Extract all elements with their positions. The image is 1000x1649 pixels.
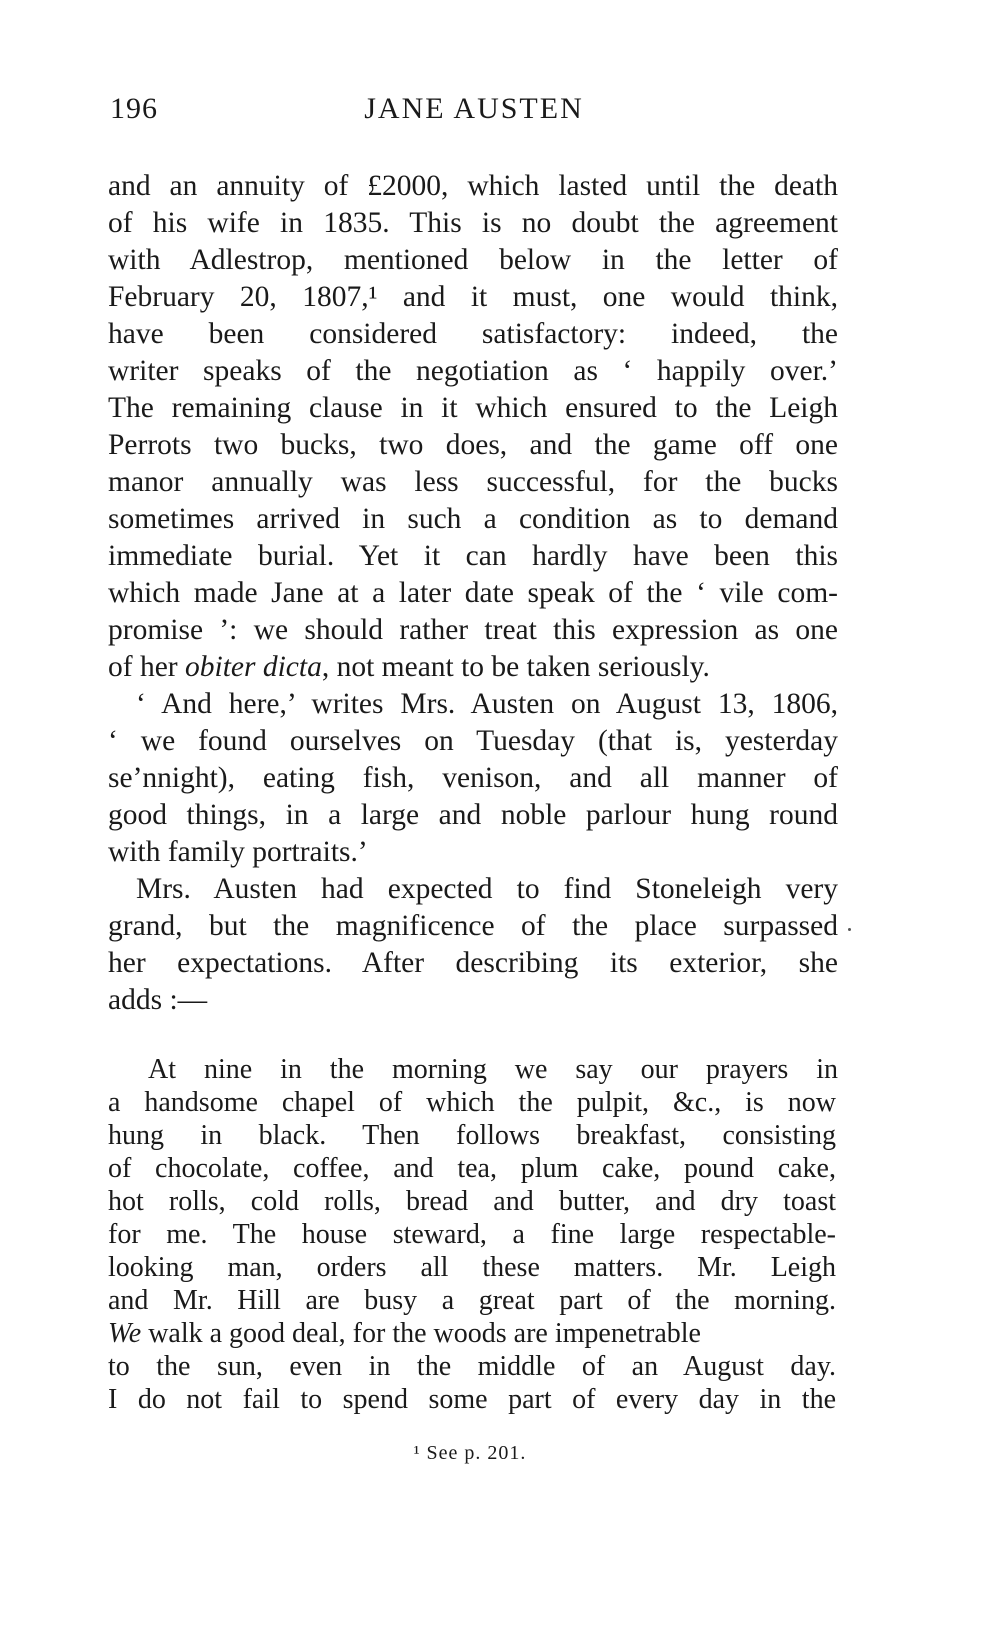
text-line: good things, in a large and noble parlour hung round (108, 799, 838, 831)
text-line: have been considered satisfactory: indeed, the (108, 318, 838, 350)
text-line: with family portraits.’ (108, 836, 368, 868)
footnote: ¹ See p. 201. (413, 1442, 527, 1464)
page-number: 196 (110, 92, 158, 125)
text-line: sometimes arrived in such a condition as to demand (108, 503, 838, 535)
text-line: her expectations. After describing its exterior, she (108, 947, 838, 979)
text-line: writer speaks of the negotiation as ‘ happily over.’ (108, 355, 838, 387)
text-line: ‘ And here,’ writes Mrs. Austen on August 13, 1806, (136, 688, 838, 720)
text-line: ‘ we found ourselves on Tuesday (that is, yesterday (108, 725, 838, 757)
text-run: walk a good deal, for the woods are impenetrable (141, 1318, 701, 1349)
text-line: manor annually was less successful, for the bucks (108, 466, 838, 498)
quote-line: I do not fail to spend some part of every day in the (108, 1384, 836, 1415)
text-run: of her (108, 651, 185, 683)
text-line: The remaining clause in it which ensured to the Leigh (108, 392, 838, 424)
text-line: Mrs. Austen had expected to find Stoneleigh very (136, 873, 838, 905)
quote-line: of chocolate, coffee, and tea, plum cake, pound cake, (108, 1153, 836, 1184)
quote-line: hot rolls, cold rolls, bread and butter, and dry toast (108, 1186, 836, 1217)
quote-line: At nine in the morning we say our prayers in (148, 1054, 838, 1085)
italic-word: We (108, 1318, 142, 1349)
text-line: with Adlestrop, mentioned below in the letter of (108, 244, 838, 276)
text-line (108, 649, 838, 685)
text-line: which made Jane at a later date speak of the ‘ vile com- (108, 577, 838, 609)
text-line: adds :— (108, 984, 208, 1016)
ink-speck (848, 928, 851, 931)
quote-line: looking man, orders all these matters. Mr. Leigh (108, 1252, 836, 1283)
text-line: se’nnight), eating fish, venison, and all manner of (108, 762, 838, 794)
quote-line: for me. The house steward, a fine large respectable- (108, 1219, 836, 1250)
text-run: , not meant to be taken seriously. (321, 651, 710, 683)
text-line: promise ’: we should rather treat this expression as one (108, 614, 838, 646)
text-line: February 20, 1807,¹ and it must, one would think, (108, 281, 838, 313)
quote-line: a handsome chapel of which the pulpit, &c., is now (108, 1087, 836, 1118)
quote-line: hung in black. Then follows breakfast, consisting (108, 1120, 836, 1151)
quote-line (108, 1318, 836, 1350)
text-line: immediate burial. Yet it can hardly have been this (108, 540, 838, 572)
italic-phrase: obiter dicta (185, 651, 322, 683)
text-line: of his wife in 1835. This is no doubt the agreement (108, 207, 838, 239)
quote-line: to the sun, even in the middle of an August day. (108, 1351, 836, 1382)
text-line: grand, but the magnificence of the place surpassed (108, 910, 838, 942)
quote-line: and Mr. Hill are busy a great part of the morning. (108, 1285, 836, 1316)
running-title: JANE AUSTEN (364, 92, 584, 125)
text-line: Perrots two bucks, two does, and the game off one (108, 429, 838, 461)
page-header (110, 92, 838, 136)
text-line: and an annuity of £2000, which lasted until the death (108, 170, 838, 202)
